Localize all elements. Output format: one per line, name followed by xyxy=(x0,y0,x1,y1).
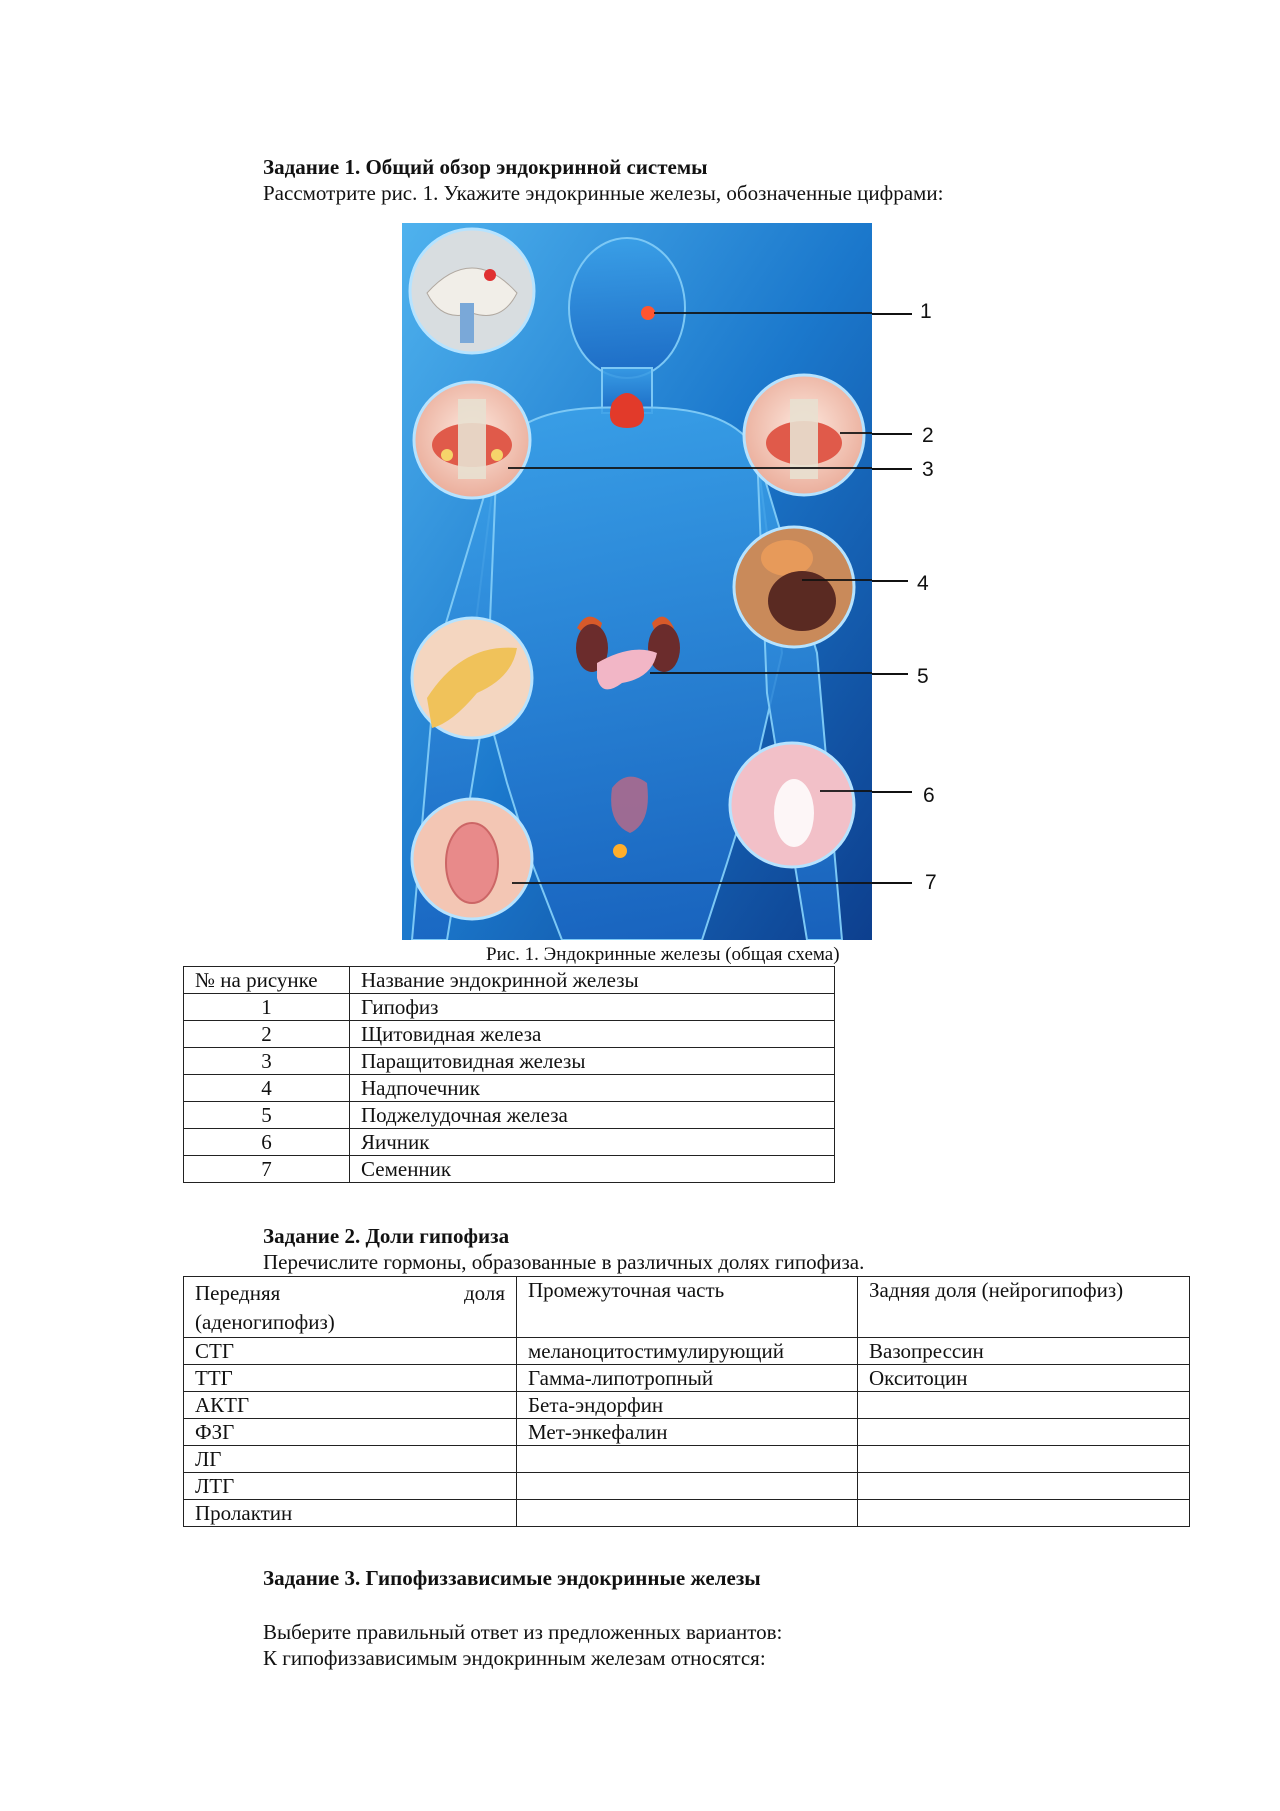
figure-label-4: 4 xyxy=(917,572,929,595)
table-cell: 2 xyxy=(184,1021,350,1048)
figure-label-2: 2 xyxy=(922,424,934,447)
table-row xyxy=(184,1473,1190,1500)
table-cell xyxy=(858,1392,1190,1419)
table-cell xyxy=(858,1500,1190,1527)
task2-intro: Перечислите гормоны, образованные в различных долях гипофиза. xyxy=(263,1250,865,1274)
table-row xyxy=(184,1338,1190,1365)
leader-stub-4 xyxy=(872,580,908,582)
table-cell xyxy=(858,1419,1190,1446)
table-cell: меланоцитостимулирующий xyxy=(517,1338,858,1365)
table-cell: СТГ xyxy=(184,1338,517,1365)
endocrine-figure xyxy=(402,223,872,940)
task3-line2: К гипофиззависимым эндокринным железам относятся: xyxy=(263,1646,766,1670)
table-row xyxy=(184,1021,835,1048)
table-row xyxy=(184,1075,835,1102)
table-header-intermediate: Промежуточная часть xyxy=(517,1277,858,1338)
table-cell: 4 xyxy=(184,1075,350,1102)
table-cell: 5 xyxy=(184,1102,350,1129)
task3-line1: Выберите правильный ответ из предложенных вариантов: xyxy=(263,1620,783,1644)
table-row xyxy=(184,1446,1190,1473)
table-row xyxy=(184,994,835,1021)
table-cell: 1 xyxy=(184,994,350,1021)
table-cell: Бета-эндорфин xyxy=(517,1392,858,1419)
leader-stub-5 xyxy=(872,673,908,675)
table-cell xyxy=(517,1446,858,1473)
table-cell: Надпочечник xyxy=(350,1075,835,1102)
figure-label-6: 6 xyxy=(923,784,935,807)
table-row xyxy=(184,1129,835,1156)
kidney-right xyxy=(648,624,680,672)
table-cell: ЛГ xyxy=(184,1446,517,1473)
table-cell: Окситоцин xyxy=(858,1365,1190,1392)
table-cell: Гипофиз xyxy=(350,994,835,1021)
table-header-row xyxy=(184,1277,1190,1338)
table-cell: ФЗГ xyxy=(184,1419,517,1446)
table-cell xyxy=(517,1500,858,1527)
figure-label-3: 3 xyxy=(922,458,934,481)
table-cell: 7 xyxy=(184,1156,350,1183)
table-cell: Мет-энкефалин xyxy=(517,1419,858,1446)
table-cell: Вазопрессин xyxy=(858,1338,1190,1365)
task3-title: Задание 3. Гипофиззависимые эндокринные железы xyxy=(263,1566,761,1590)
table-row xyxy=(184,1156,835,1183)
table-cell xyxy=(858,1473,1190,1500)
leader-stub-3 xyxy=(872,468,912,470)
table-cell: Пролактин xyxy=(184,1500,517,1527)
leader-stub-2 xyxy=(872,433,912,435)
glands-table xyxy=(183,966,835,1183)
gonad xyxy=(613,844,627,858)
leader-stub-1 xyxy=(872,313,912,315)
table-cell: ЛТГ xyxy=(184,1473,517,1500)
table-cell: ТТГ xyxy=(184,1365,517,1392)
table-cell: Поджелудочная железа xyxy=(350,1102,835,1129)
table-cell: Семенник xyxy=(350,1156,835,1183)
table-row xyxy=(184,1419,1190,1446)
leader-stub-6 xyxy=(872,791,912,793)
figure-label-5: 5 xyxy=(917,665,929,688)
table-header-posterior: Задняя доля (нейрогипофиз) xyxy=(858,1277,1190,1338)
table-row xyxy=(184,1365,1190,1392)
table-header-row xyxy=(184,967,835,994)
table-cell: Щитовидная железа xyxy=(350,1021,835,1048)
pituitary-gland xyxy=(641,306,655,320)
task2-title: Задание 2. Доли гипофиза xyxy=(263,1224,510,1248)
figure-label-1: 1 xyxy=(920,300,932,323)
table-row xyxy=(184,1102,835,1129)
table-row xyxy=(184,1392,1190,1419)
task1-intro: Рассмотрите рис. 1. Укажите эндокринные железы, обозначенные цифрами: xyxy=(263,181,944,205)
table-header-cell: Название эндокринной железы xyxy=(350,967,835,994)
table-header-anterior: Передняя доля (аденогипофиз) xyxy=(184,1277,517,1338)
task1-title: Задание 1. Общий обзор эндокринной системы xyxy=(263,155,708,179)
table-cell: АКТГ xyxy=(184,1392,517,1419)
table-cell xyxy=(517,1473,858,1500)
figure-caption: Рис. 1. Эндокринные железы (общая схема) xyxy=(486,944,840,965)
table-cell: Гамма-липотропный xyxy=(517,1365,858,1392)
figure-label-7: 7 xyxy=(925,871,937,894)
table-header-cell: № на рисунке xyxy=(184,967,350,994)
table-cell: Яичник xyxy=(350,1129,835,1156)
table-cell: Паращитовидная железы xyxy=(350,1048,835,1075)
table-row xyxy=(184,1048,835,1075)
table-cell: 3 xyxy=(184,1048,350,1075)
table-cell: 6 xyxy=(184,1129,350,1156)
leader-stub-7 xyxy=(872,882,912,884)
pituitary-hormones-table xyxy=(183,1276,1190,1527)
table-cell xyxy=(858,1446,1190,1473)
table-row xyxy=(184,1500,1190,1527)
